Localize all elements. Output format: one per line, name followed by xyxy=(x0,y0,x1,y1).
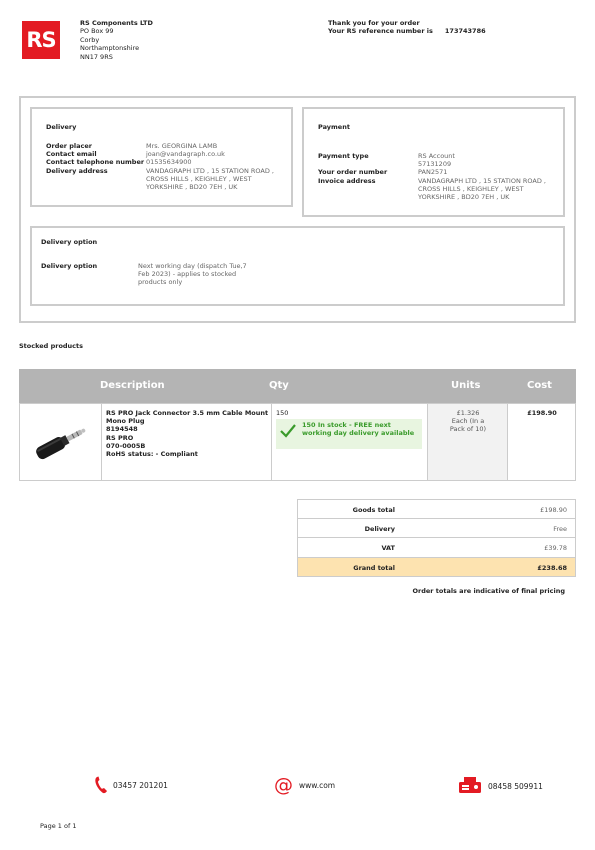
qty-cell xyxy=(271,404,427,480)
description-block xyxy=(106,409,270,458)
unit-price: £1.326 xyxy=(456,409,480,417)
at-icon: @ xyxy=(274,774,293,796)
website[interactable]: www.com xyxy=(299,780,336,790)
payment-title: Payment xyxy=(318,123,350,131)
payment-panel xyxy=(302,107,565,217)
vat-label: VAT xyxy=(381,544,395,552)
goods-total-label: Goods total xyxy=(352,506,395,514)
mfr-part-number: 070-0005B xyxy=(106,441,146,450)
delivery-option-title: Delivery option xyxy=(41,238,98,246)
company-name: RS Components LTD xyxy=(80,19,153,27)
reference-number: 173743786 xyxy=(444,27,486,36)
delivery-panel xyxy=(30,107,293,207)
checkmark-icon xyxy=(279,423,297,439)
delivery-row xyxy=(297,519,576,539)
address-line: PO Box 99 xyxy=(80,27,114,36)
address-line: Northamptonshire xyxy=(80,44,140,53)
cost-cell xyxy=(507,404,575,480)
field-label: Delivery address xyxy=(46,166,108,175)
address-line: Corby xyxy=(80,35,100,44)
line-cost: £198.90 xyxy=(527,409,557,417)
units-cell xyxy=(427,404,507,480)
vat-row xyxy=(297,538,576,558)
contact-phone-value: 01535634900 xyxy=(146,158,192,167)
order-number-value: PAN2571 xyxy=(418,168,448,177)
footer-phone xyxy=(94,776,168,794)
page-number: Page 1 of 1 xyxy=(40,822,77,830)
order-totals xyxy=(297,499,576,577)
field-label: Order placer xyxy=(46,142,92,150)
header-description: Description xyxy=(100,380,165,391)
field-label: Payment type xyxy=(318,152,369,160)
fax-number: 08458 509911 xyxy=(488,781,543,791)
goods-total-row xyxy=(297,499,576,519)
delivery-title: Delivery xyxy=(46,123,77,131)
delivery-value: Free xyxy=(553,524,567,533)
totals-note: Order totals are indicative of final pricing xyxy=(412,587,565,595)
products-table xyxy=(19,369,576,481)
phone-number[interactable]: 03457 201201 xyxy=(113,780,168,790)
order-placer-value: Mrs. GEORGINA LAMB xyxy=(146,142,218,150)
product-image xyxy=(28,414,94,470)
stock-message: 150 In stock - FREE next working day delivery available xyxy=(302,421,415,438)
field-label xyxy=(318,160,418,168)
unit-description: Each (In a Pack of 10) xyxy=(449,417,487,434)
header-units: Units xyxy=(451,380,481,391)
invoice-address-value: VANDAGRAPH LTD , 15 STATION ROAD , CROSS HILLS , KEIGHLEY , WEST YORKSHIRE , BD20 7EH , UK xyxy=(418,176,546,202)
brand: RS PRO xyxy=(106,433,134,442)
account-number-value: 57131209 xyxy=(418,160,452,169)
fax-icon xyxy=(458,776,482,796)
stock-message-box xyxy=(276,419,422,449)
units-block xyxy=(428,409,508,434)
delivery-address-value: VANDAGRAPH LTD , 15 STATION ROAD , CROSS HILLS , KEIGHLEY , WEST YORKSHIRE , BD20 7EH , UK xyxy=(146,166,274,192)
phone-icon xyxy=(94,776,108,794)
field-label: Contact email xyxy=(46,150,97,159)
delivery-label: Delivery xyxy=(364,524,395,533)
grand-total-value: £238.68 xyxy=(537,563,567,572)
field-label: Your order number xyxy=(318,168,388,177)
field-label: Invoice address xyxy=(318,176,376,185)
description-cell xyxy=(101,404,271,480)
stocked-products-title: Stocked products xyxy=(19,342,84,350)
grand-total-label: Grand total xyxy=(353,563,395,572)
reference-line xyxy=(328,27,486,35)
footer-web xyxy=(274,776,335,794)
contact-email-value[interactable]: joan@vandagraph.co.uk xyxy=(146,150,225,159)
company-address xyxy=(80,19,153,61)
rohs-status: RoHS status: - Compliant xyxy=(106,450,198,459)
footer-fax xyxy=(458,776,543,796)
qty-value: 150 xyxy=(276,409,289,417)
stock-number: 8194548 xyxy=(106,425,138,434)
product-name[interactable]: RS PRO Jack Connector 3.5 mm Cable Mount Mono Plug xyxy=(106,409,269,426)
vat-value: £39.78 xyxy=(544,544,567,552)
delivery-option-label: Delivery option xyxy=(41,262,98,270)
goods-total-value: £198.90 xyxy=(540,506,567,514)
field-label: Contact telephone number xyxy=(46,158,145,167)
delivery-option-value: Next working day (dispatch Tue,7 Feb 2023) - applies to stocked products only xyxy=(138,262,247,287)
table-row xyxy=(19,403,576,481)
order-confirmation xyxy=(328,19,486,36)
jack-connector-image xyxy=(28,414,94,470)
thanks-text: Thank you for your order xyxy=(328,19,420,27)
address-line: NN17 9RS xyxy=(80,52,113,61)
header-cost: Cost xyxy=(527,380,552,391)
grand-total-row xyxy=(297,558,576,578)
payment-type-value: RS Account xyxy=(418,152,455,160)
rs-logo: RS xyxy=(22,21,60,59)
header-qty: Qty xyxy=(269,380,289,391)
payment-fields xyxy=(318,152,558,201)
delivery-option-panel xyxy=(30,226,565,306)
delivery-fields xyxy=(46,142,286,191)
table-header xyxy=(19,369,576,403)
reference-label: Your RS reference number is xyxy=(328,27,433,36)
